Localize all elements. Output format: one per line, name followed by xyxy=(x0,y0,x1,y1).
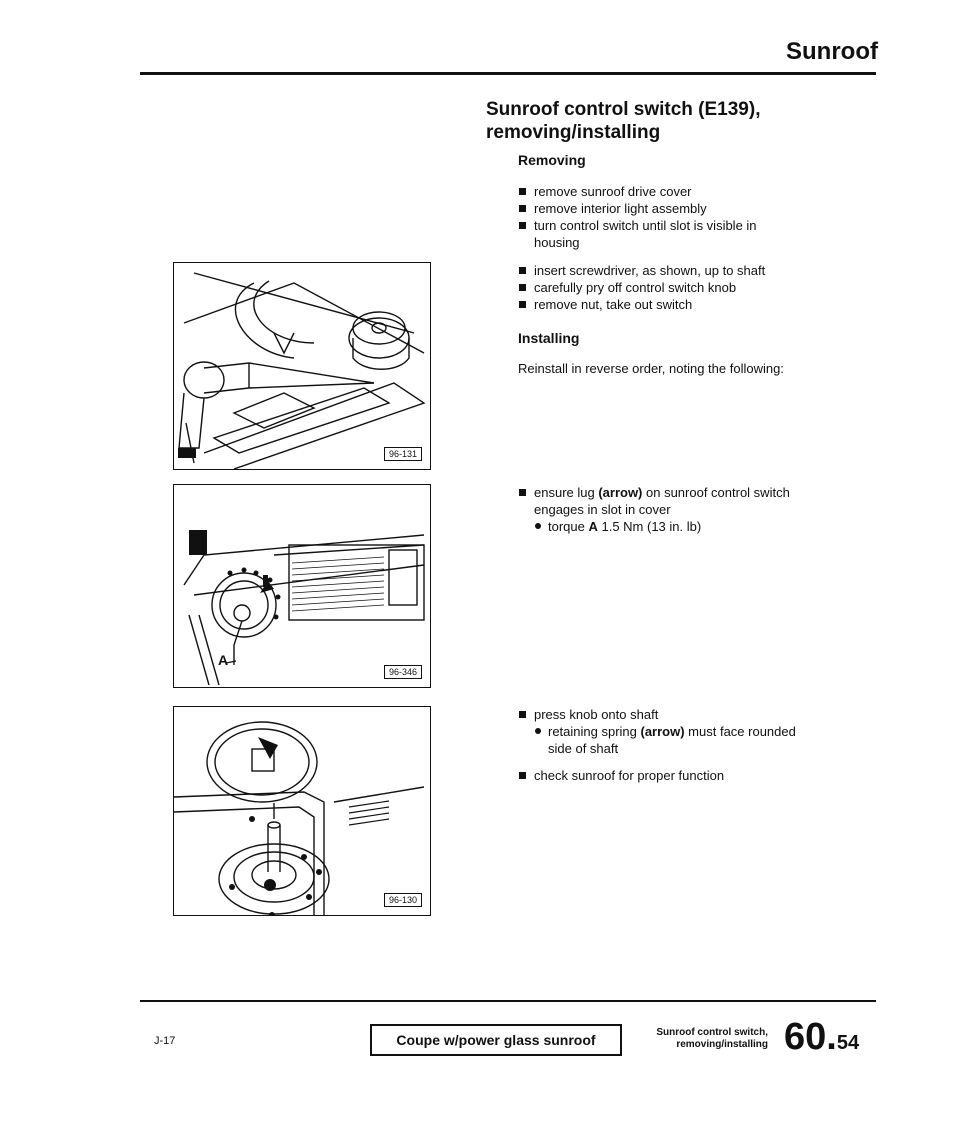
figure-label: 96-131 xyxy=(384,447,422,461)
section-title-line1: Sunroof control switch (E139), xyxy=(486,99,761,120)
figure-screwdriver xyxy=(173,262,431,470)
figure-switch-cover-drawing xyxy=(174,485,430,687)
removing-step: remove sunroof drive cover xyxy=(518,183,818,200)
page-code: J-17 xyxy=(154,1035,176,1047)
callout-a: A xyxy=(218,652,229,668)
page-header-title: Sunroof xyxy=(786,38,878,65)
removing-step: remove nut, take out switch xyxy=(518,296,818,313)
figure-label: 96-346 xyxy=(384,665,422,679)
figure-screwdriver-drawing xyxy=(174,263,430,469)
install-step-lug: ensure lug (arrow) on sunroof control switch engages in slot in cover torque A 1.5 Nm (13 in. lb) xyxy=(518,484,814,535)
install-substep-spring: retaining spring (arrow) must face rounded side of shaft xyxy=(534,723,804,757)
removing-step: turn control switch until slot is visible in housing xyxy=(518,217,804,251)
figure-knob-shaft xyxy=(173,706,431,916)
removing-steps-a xyxy=(518,183,818,251)
header-rule xyxy=(140,72,876,75)
section-title-line2: removing/installing xyxy=(486,122,661,143)
figure-knob-shaft-drawing xyxy=(174,707,430,915)
install-step-check: check sunroof for proper function xyxy=(518,767,818,784)
installing-heading: Installing xyxy=(518,330,580,346)
section-title xyxy=(486,98,760,144)
removing-heading: Removing xyxy=(518,152,586,168)
page-number: 60.54 xyxy=(784,1016,860,1058)
removing-step: carefully pry off control switch knob xyxy=(518,279,818,296)
figure-switch-cover xyxy=(173,484,431,688)
installing-step2 xyxy=(518,706,818,757)
install-substep-torque: torque A 1.5 Nm (13 in. lb) xyxy=(534,518,814,535)
installing-step3 xyxy=(518,767,818,784)
install-step-press-knob: press knob onto shaft retaining spring (arrow) must face rounded side of shaft xyxy=(518,706,804,757)
footer-reference: Sunroof control switch, removing/installing xyxy=(656,1027,768,1050)
footer-rule xyxy=(140,1000,876,1002)
figure-label: 96-130 xyxy=(384,893,422,907)
model-box: Coupe w/power glass sunroof xyxy=(370,1024,622,1056)
removing-step: insert screwdriver, as shown, up to shaft xyxy=(518,262,818,279)
removing-steps-b xyxy=(518,262,818,313)
removing-step: remove interior light assembly xyxy=(518,200,818,217)
installing-intro: Reinstall in reverse order, noting the following: xyxy=(518,361,784,376)
installing-step1 xyxy=(518,484,818,535)
